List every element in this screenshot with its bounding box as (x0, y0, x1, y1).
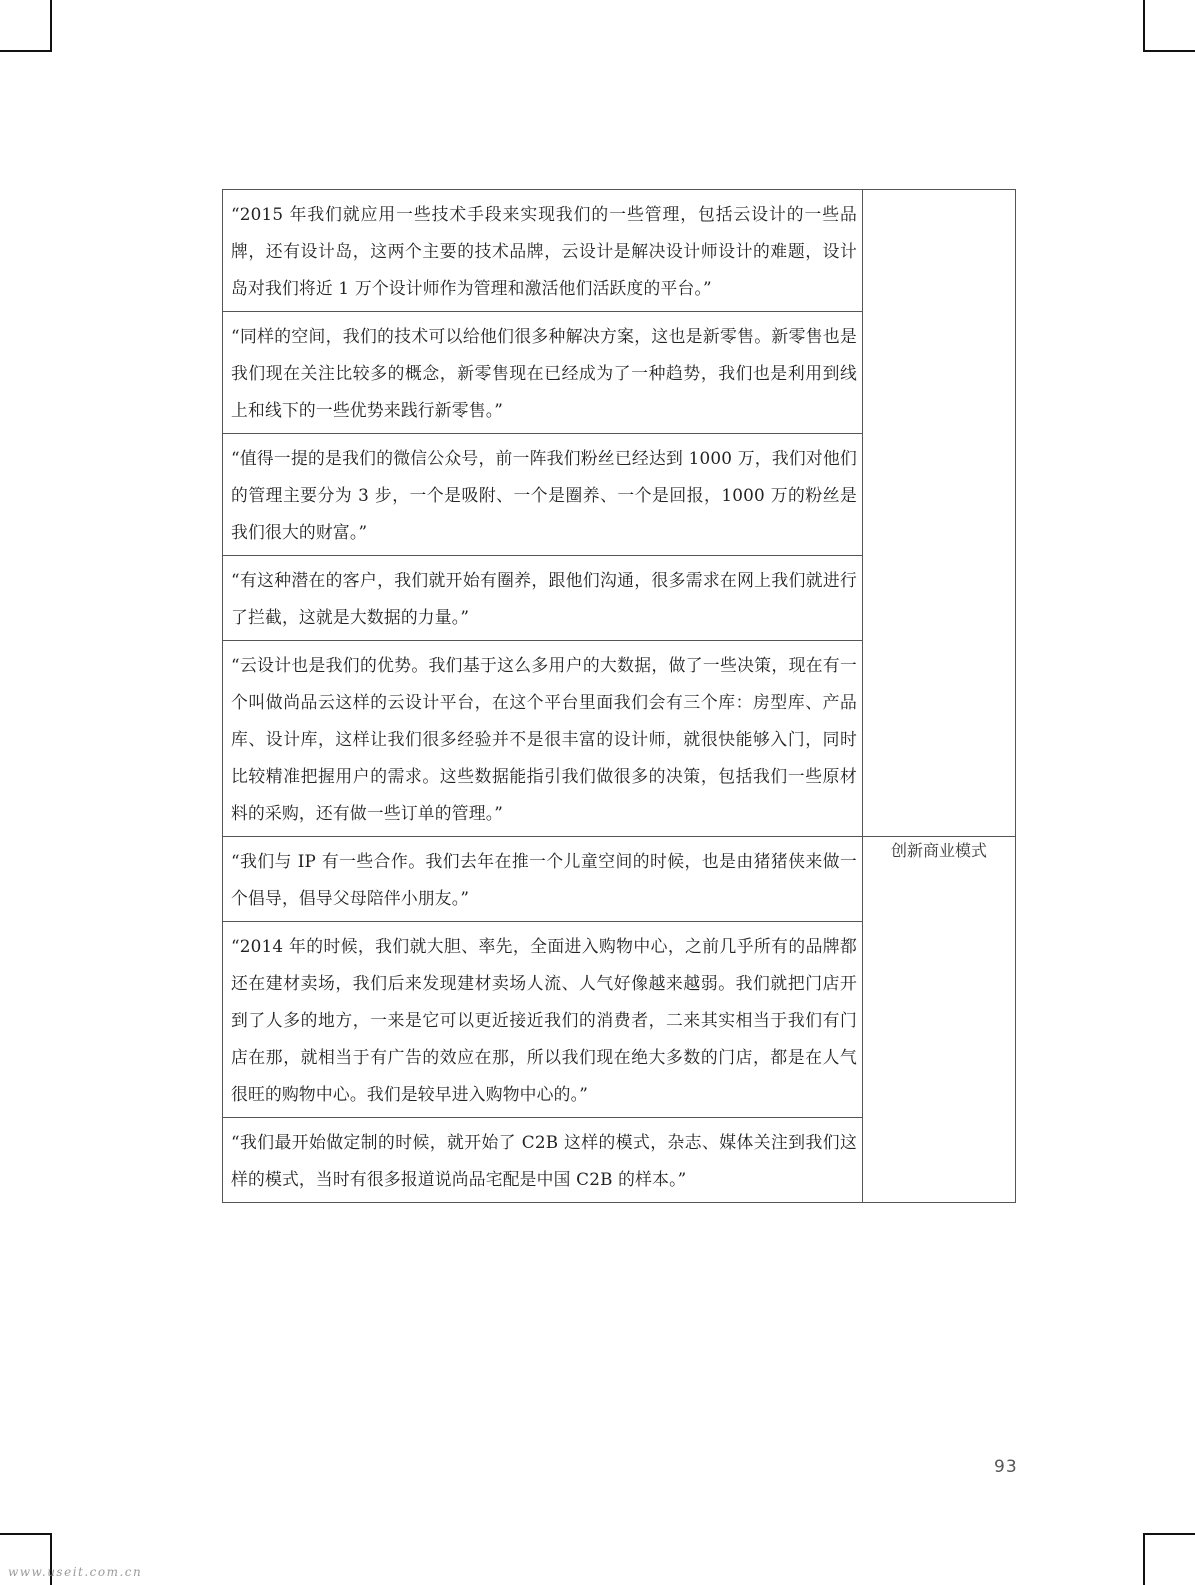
quote-cell: “2015 年我们就应用一些技术手段来实现我们的一些管理，包括云设计的一些品牌，还有设计岛，这两个主要的技术品牌，云设计是解决设计师设计的难题，设计岛对我们将近 1 万个设计师作为管理和激活他们活跃度的平台。” (223, 190, 863, 312)
crop-mark-top-left-v (50, 0, 52, 52)
page-number: 93 (994, 1457, 1018, 1477)
quote-cell: “有这种潜在的客户，我们就开始有圈养，跟他们沟通，很多需求在网上我们就进行了拦截，这就是大数据的力量。” (223, 556, 863, 641)
quote-cell: “我们与 IP 有一些合作。我们去年在推一个儿童空间的时候，也是由猪猪侠来做一个倡导，倡导父母陪伴小朋友。” (223, 837, 863, 922)
quote-cell: “值得一提的是我们的微信公众号，前一阵我们粉丝已经达到 1000 万，我们对他们的管理主要分为 3 步，一个是吸附、一个是圈养、一个是回报，1000 万的粉丝是我们很大的财富。” (223, 434, 863, 556)
quote-cell: “云设计也是我们的优势。我们基于这么多用户的大数据，做了一些决策，现在有一个叫做尚品云这样的云设计平台，在这个平台里面我们会有三个库：房型库、产品库、设计库，这样让我们很多经验并不是很丰富的设计师，就很快能够入门，同时比较精准把握用户的需求。这些数据能指引我们做很多的决策，包括我们一些原材料的采购，还有做一些订单的管理。” (223, 641, 863, 837)
quote-cell: “同样的空间，我们的技术可以给他们很多种解决方案，这也是新零售。新零售也是我们现在关注比较多的概念，新零售现在已经成为了一种趋势，我们也是利用到线上和线下的一些优势来践行新零售。” (223, 312, 863, 434)
crop-mark-bottom-right-v (1143, 1533, 1145, 1585)
quote-cell: “2014 年的时候，我们就大胆、率先，全面进入购物中心，之前几乎所有的品牌都还在建材卖场，我们后来发现建材卖场人流、人气好像越来越弱。我们就把门店开到了人多的地方，一来是它可以更近接近我们的消费者，二来其实相当于我们有门店在那，就相当于有广告的效应在那，所以我们现在绝大多数的门店，都是在人气很旺的购物中心。我们是较早进入购物中心的。” (223, 922, 863, 1118)
crop-mark-bottom-left-h (0, 1533, 52, 1535)
crop-mark-top-left-h (0, 50, 52, 52)
crop-mark-top-right-h (1143, 50, 1195, 52)
watermark: www.useit.com.cn (8, 1565, 143, 1579)
crop-mark-bottom-right-h (1143, 1533, 1195, 1535)
crop-mark-top-right-v (1143, 0, 1145, 52)
interview-quotes-table (222, 189, 1016, 1203)
quote-cell: “我们最开始做定制的时候，就开始了 C2B 这样的模式，杂志、媒体关注到我们这样的模式，当时有很多报道说尚品宅配是中国 C2B 的样本。” (223, 1118, 863, 1203)
category-cell: 创新商业模式 (863, 837, 1016, 1203)
category-cell (863, 190, 1016, 837)
table-row (223, 837, 1016, 922)
table-row (223, 190, 1016, 312)
